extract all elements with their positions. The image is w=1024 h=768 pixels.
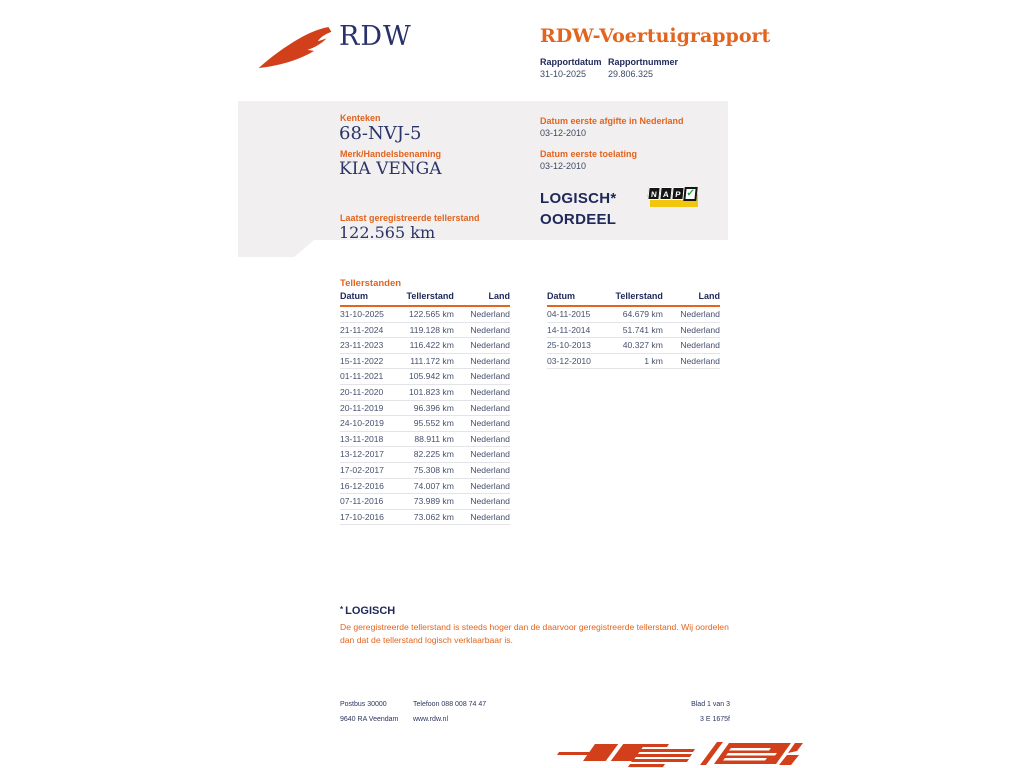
cell-tellerstand: 40.327 km (622, 340, 663, 351)
footnote-text: De geregistreerde tellerstand is steeds hoger dan de daarvoor geregistreerde tellerstand. Wij oordelen dan dat de tellerstand logisch verklaarbaar is. (340, 622, 729, 646)
table-row (340, 510, 510, 526)
cell-land: Nederland (470, 402, 510, 413)
tellerstanden-table-left (340, 291, 510, 525)
table-row (340, 307, 510, 323)
cell-land: Nederland (470, 418, 510, 429)
cell-tellerstand: 116.422 km (409, 340, 454, 351)
report-number-label: Rapportnummer (608, 57, 679, 67)
tellerstanden-title: Tellerstanden (340, 278, 402, 289)
table-row (340, 369, 510, 385)
tellerstanden-table-right (547, 291, 720, 369)
nap-letter-p: P (671, 187, 684, 200)
cell-tellerstand: 51.741 km (622, 324, 663, 335)
footnote-asterisk: * (340, 605, 344, 614)
nap-letter-a: A (659, 187, 672, 200)
footer-form-code: 3 E 1675f (700, 716, 730, 723)
footnote-heading (340, 605, 395, 617)
cell-land: Nederland (470, 309, 510, 319)
cell-datum: 31-10-2025 (340, 309, 384, 319)
cell-tellerstand: 101.823 km (408, 386, 454, 397)
cell-land: Nederland (470, 371, 510, 382)
col-header-datum: Datum (547, 291, 576, 301)
cell-tellerstand: 1 km (644, 355, 663, 366)
cell-land: Nederland (470, 355, 510, 366)
eerste-afgifte-value: 03-12-2010 (540, 128, 587, 138)
cell-land: Nederland (470, 449, 510, 460)
table-body (547, 307, 720, 369)
cell-land: Nederland (470, 324, 510, 335)
col-header-land: Land (488, 291, 510, 301)
cell-datum: 03-12-2010 (547, 355, 591, 366)
eerste-afgifte-label: Datum eerste afgifte in Nederland (540, 116, 684, 126)
cell-datum: 13-11-2018 (340, 433, 384, 444)
cell-land: Nederland (470, 464, 510, 475)
laatste-tellerstand-label: Laatst geregistreerde tellerstand (340, 213, 480, 223)
col-header-tellerstand: Tellerstand (406, 291, 454, 301)
footer-address-line1: Postbus 30000 (340, 701, 387, 708)
nap-letter-n: N (647, 187, 660, 200)
table-row (340, 338, 510, 354)
cell-land: Nederland (470, 386, 510, 397)
cell-tellerstand: 73.989 km (413, 496, 454, 507)
oordeel-line2: OORDEEL (540, 211, 617, 228)
table-header-row (547, 291, 720, 307)
rdw-stripes-graphic-icon (545, 739, 803, 767)
cell-land: Nederland (680, 309, 720, 319)
cell-datum: 20-11-2019 (340, 402, 384, 413)
cell-land: Nederland (680, 324, 720, 335)
cell-land: Nederland (470, 511, 510, 522)
table-row (340, 432, 510, 448)
cell-tellerstand: 105.942 km (408, 371, 454, 382)
cell-tellerstand: 122.565 km (408, 309, 454, 319)
cell-datum: 23-11-2023 (340, 340, 384, 351)
cell-datum: 04-11-2015 (547, 309, 591, 319)
table-row (340, 401, 510, 417)
oordeel-line1: LOGISCH* (540, 190, 617, 207)
merk-label: Merk/Handelsbenaming (340, 149, 442, 159)
laatste-tellerstand-value: 122.565 km (339, 223, 436, 242)
table-row (340, 479, 510, 495)
table-row (340, 447, 510, 463)
table-row (340, 494, 510, 510)
col-header-datum: Datum (340, 291, 369, 301)
cell-datum: 20-11-2020 (340, 386, 384, 397)
table-row (340, 354, 510, 370)
cell-land: Nederland (470, 496, 510, 507)
cell-tellerstand: 96.396 km (413, 402, 454, 413)
eerste-toelating-value: 03-12-2010 (540, 161, 587, 171)
cell-tellerstand: 64.679 km (622, 309, 663, 319)
cell-land: Nederland (680, 355, 720, 366)
table-row (340, 385, 510, 401)
cell-tellerstand: 75.308 km (413, 464, 454, 475)
rdw-feather-logo-icon (256, 26, 334, 70)
footer-address-line2: 9640 RA Veendam (340, 716, 399, 723)
cell-land: Nederland (470, 433, 510, 444)
table-row (547, 323, 720, 339)
rdw-wordmark: RDW (339, 21, 412, 52)
cell-datum: 07-11-2016 (340, 496, 384, 507)
report-date-label: Rapportdatum (540, 57, 602, 67)
kenteken-label: Kenteken (340, 113, 381, 123)
footnote-title: LOGISCH (345, 605, 396, 617)
col-header-land: Land (698, 291, 720, 301)
cell-tellerstand: 119.128 km (409, 324, 454, 335)
eerste-toelating-label: Datum eerste toelating (540, 149, 638, 159)
cell-datum: 25-10-2013 (547, 340, 591, 351)
report-number-value: 29.806.325 (608, 69, 654, 79)
cell-tellerstand: 111.172 km (410, 355, 454, 366)
cell-tellerstand: 73.062 km (413, 511, 454, 522)
cell-datum: 21-11-2024 (340, 324, 384, 335)
table-row (340, 463, 510, 479)
cell-datum: 14-11-2014 (547, 324, 591, 335)
merk-value: KIA VENGA (339, 159, 442, 179)
cell-tellerstand: 82.225 km (413, 449, 454, 460)
col-header-tellerstand: Tellerstand (615, 291, 663, 301)
table-row (340, 323, 510, 339)
cell-land: Nederland (470, 340, 510, 351)
cell-datum: 17-10-2016 (340, 511, 384, 522)
oordeel-verdict (540, 188, 617, 230)
table-row (547, 354, 720, 370)
table-row (547, 307, 720, 323)
cell-tellerstand: 88.911 km (414, 433, 454, 444)
footer-website-link[interactable]: www.rdw.nl (413, 716, 449, 723)
table-row (340, 416, 510, 432)
cell-land: Nederland (470, 480, 510, 491)
cell-datum: 01-11-2021 (340, 371, 384, 382)
cell-datum: 15-11-2022 (340, 355, 384, 366)
cell-tellerstand: 95.552 km (413, 418, 454, 429)
footer-phone: Telefoon 088 008 74 47 (413, 701, 487, 708)
footer-page-indicator: Blad 1 van 3 (691, 701, 730, 708)
cell-datum: 24-10-2019 (340, 418, 384, 429)
cell-tellerstand: 74.007 km (413, 480, 454, 491)
nap-logo (648, 187, 700, 209)
cell-land: Nederland (680, 340, 720, 351)
cell-datum: 17-02-2017 (340, 464, 384, 475)
table-row (547, 338, 720, 354)
kenteken-value: 68-NVJ-5 (339, 123, 422, 144)
cell-datum: 13-12-2017 (340, 449, 384, 460)
nap-checkmark-icon: ✓ (683, 187, 697, 201)
vehicle-summary-panel-tab (238, 240, 314, 257)
cell-datum: 16-12-2016 (340, 480, 384, 491)
table-header-row (340, 291, 510, 307)
page-title: RDW-Voertuigrapport (540, 25, 771, 47)
report-date-value: 31-10-2025 (540, 69, 587, 79)
table-body (340, 307, 510, 525)
